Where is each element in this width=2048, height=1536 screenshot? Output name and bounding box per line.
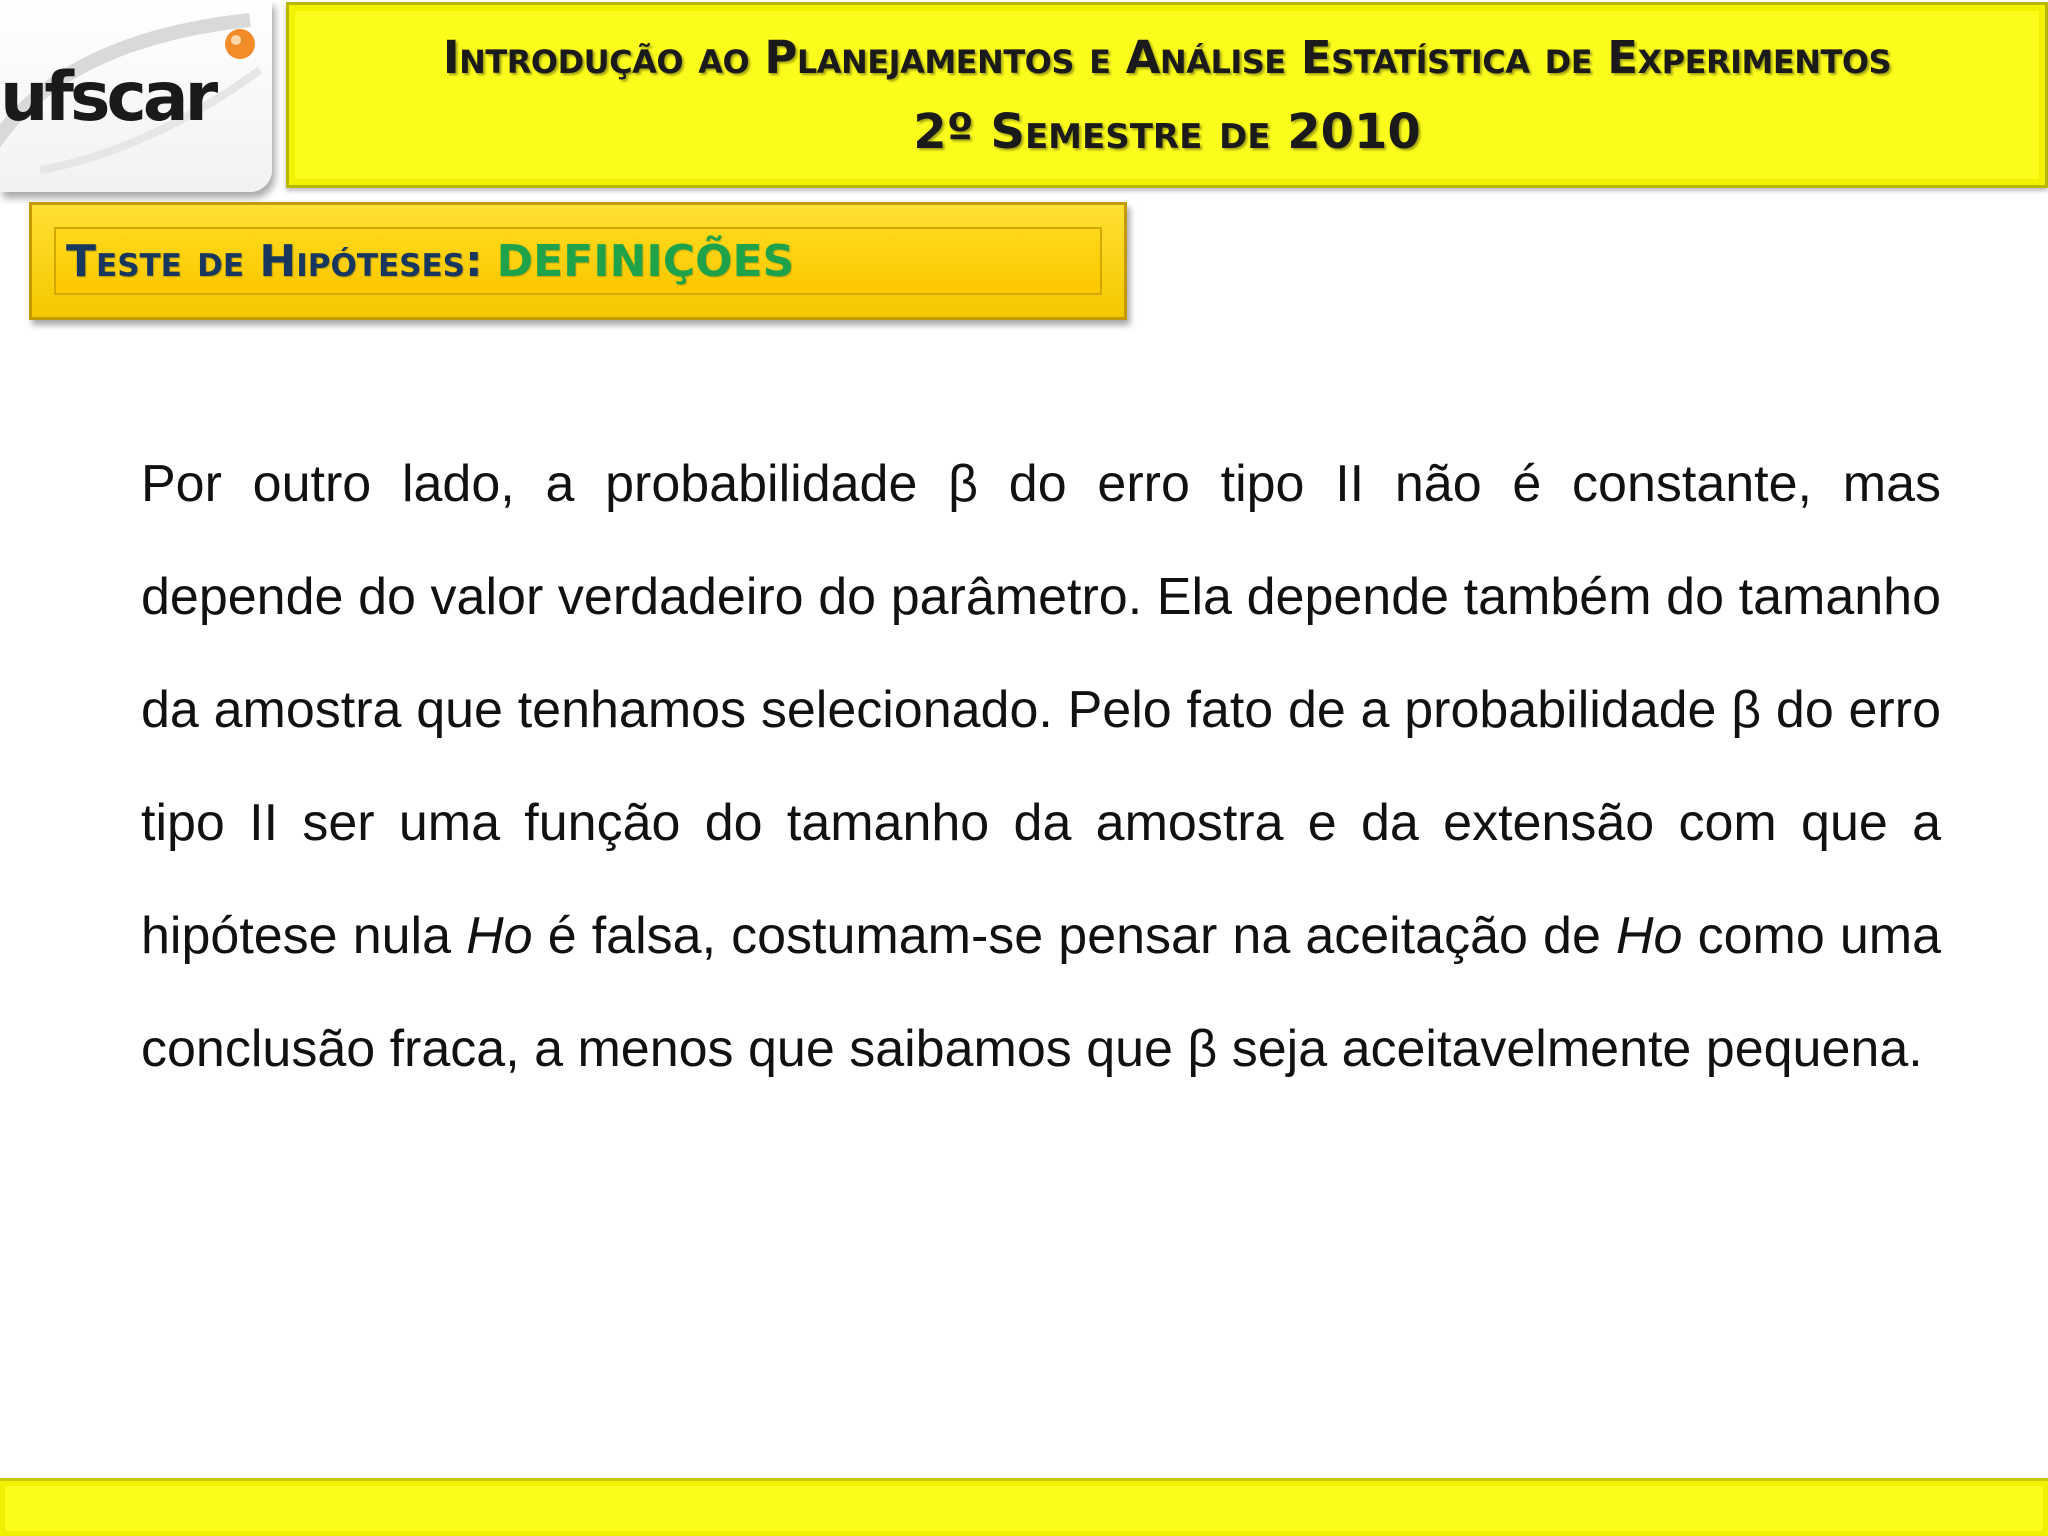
body-text-part: é falsa, costumam-se pensar na aceitação de — [532, 907, 1616, 965]
logo-orange-dot — [225, 29, 255, 59]
body-text-part: como uma conclusão fraca, a menos que saibamos que β seja aceitavelmente pequena. — [141, 907, 1942, 1078]
course-title: Introdução ao Planejamentos e Análise Estatística de Experimentos — [442, 31, 1892, 84]
section-title: Teste de Hipóteses: — [66, 235, 483, 287]
ufscar-logo — [0, 0, 272, 192]
logo-dot-highlight — [231, 35, 241, 45]
ufscar-logo-graphic — [0, 0, 272, 192]
footer-bar — [0, 1478, 2048, 1536]
logo-text: ufscar — [0, 58, 215, 137]
body-text-ho: Ho — [1616, 907, 1683, 965]
body-text-part: Por outro lado, a probabilidade β do erro tipo II não é constante, mas depende do valor verdadeiro do parâmetro. Ela depende também do tamanho da amostra que tenhamos selecionado. Pelo fato de a probabilidade β do erro tipo II ser uma função do tamanho da amostra e da extensão com que a hipótese nula — [141, 455, 1941, 965]
section-highlight: DEFINIÇÕES — [496, 235, 795, 287]
section-title-inner — [54, 227, 1102, 295]
semester-title: 2º Semestre de 2010 — [913, 104, 1421, 160]
section-title-box — [29, 202, 1127, 320]
header-banner — [286, 2, 2048, 188]
body-paragraph — [141, 428, 1941, 1106]
body-text-ho: Ho — [466, 907, 533, 965]
